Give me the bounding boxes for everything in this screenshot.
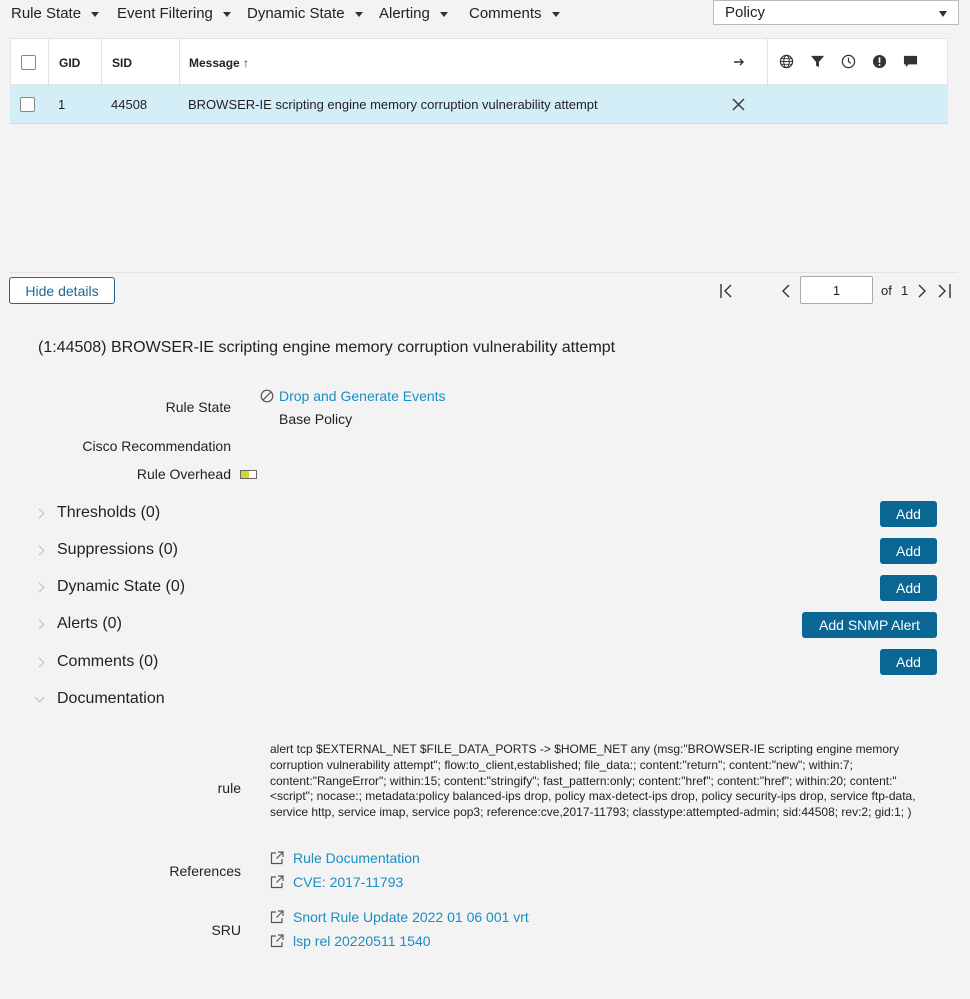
chevron-down-icon: [35, 692, 45, 702]
section-comments[interactable]: [36, 653, 158, 671]
filter-event-filtering-label: Event Filtering: [117, 5, 213, 22]
last-page-icon[interactable]: [936, 283, 952, 304]
chevron-down-icon: [552, 12, 560, 17]
column-sid[interactable]: SID: [112, 55, 133, 70]
table-row[interactable]: [10, 85, 948, 124]
sru-link-label[interactable]: Snort Rule Update 2022 01 06 001 vrt: [293, 909, 529, 925]
add-snmp-alert-button[interactable]: Add SNMP Alert: [802, 612, 937, 638]
policy-select[interactable]: [713, 0, 959, 25]
chevron-down-icon: [939, 11, 947, 17]
sru-link-label[interactable]: lsp rel 20220511 1540: [293, 933, 431, 949]
pager-total: 1: [901, 283, 909, 298]
rule-text-label: rule: [217, 780, 241, 796]
first-page-icon[interactable]: [719, 283, 735, 304]
section-documentation[interactable]: [36, 690, 165, 708]
chevron-right-icon: [35, 545, 45, 555]
chevron-down-icon: [355, 12, 363, 17]
section-dynamic-state[interactable]: [36, 578, 185, 596]
chevron-down-icon: [91, 12, 99, 17]
divider: [10, 272, 958, 273]
chevron-right-icon: [35, 657, 45, 667]
rule-text: alert tcp $EXTERNAL_NET $FILE_DATA_PORTS -> $HOME_NET any (msg:"BROWSER-IE scripting engine memory corruption vulnerability attempt"; flow:to_client,established; file_data:; content:"return"; content:"new"; within:7; content:"RangeError"; within:15; content:"stringify"; fast_pattern:only; content:"href"; content:"href"; within:20; content:"<script"; nocase:; metadata:policy balanced-ips drop, policy max-detect-ips drop, policy security-ips drop, service ftp-data, service http, service imap, service pop3; reference:cve,2017-11793; classtype:attempted-admin; sid:44508; rev:2; gid:1; ): [270, 742, 916, 820]
select-all-checkbox[interactable]: [21, 55, 36, 70]
comment-icon[interactable]: [903, 54, 918, 74]
section-suppressions[interactable]: [36, 541, 178, 559]
row-message: BROWSER-IE scripting engine memory corruption vulnerability attempt: [188, 97, 598, 112]
filter-icon[interactable]: [810, 54, 825, 74]
previous-page-icon[interactable]: [780, 283, 792, 304]
row-gid: 1: [58, 97, 66, 112]
section-suppressions-label: Suppressions (0): [57, 541, 178, 558]
column-gid[interactable]: GID: [59, 55, 81, 70]
external-link-icon: [270, 851, 293, 865]
chevron-down-icon: [440, 12, 448, 17]
alert-icon[interactable]: [872, 54, 887, 74]
section-thresholds-label: Thresholds (0): [57, 504, 161, 521]
chevron-right-icon: [35, 582, 45, 592]
section-alerts-label: Alerts (0): [57, 615, 122, 632]
rule-detail-title: (1:44508) BROWSER-IE scripting engine memory corruption vulnerability attempt: [38, 339, 616, 356]
reference-link-label[interactable]: CVE: 2017-11793: [293, 874, 404, 890]
table-header: [10, 38, 948, 85]
column-message[interactable]: Message ↑: [189, 55, 250, 70]
chevron-down-icon: [223, 12, 231, 17]
filter-rule-state-label: Rule State: [11, 5, 82, 22]
filter-alerting-label: Alerting: [379, 5, 430, 22]
next-page-icon[interactable]: [916, 283, 928, 304]
rule-state-value[interactable]: [260, 388, 446, 404]
add-dynamic-state-button[interactable]: Add: [880, 575, 937, 601]
sru-label: SRU: [211, 922, 241, 938]
references-label: References: [169, 863, 241, 879]
reference-link-rule-documentation[interactable]: [270, 850, 420, 866]
section-dynamic-state-label: Dynamic State (0): [57, 578, 186, 595]
page-number-input[interactable]: 1: [800, 276, 873, 304]
sru-link-lsp-rel[interactable]: [270, 933, 431, 949]
policy-select-value: Policy: [725, 4, 766, 21]
section-documentation-label: Documentation: [57, 690, 165, 707]
filter-dynamic-state[interactable]: [247, 5, 363, 22]
section-comments-label: Comments (0): [57, 653, 159, 670]
external-link-icon: [270, 875, 293, 889]
sru-link-snort-rule-update[interactable]: [270, 909, 529, 925]
section-alerts[interactable]: [36, 615, 122, 633]
chevron-right-icon: [35, 619, 45, 629]
row-checkbox[interactable]: [20, 97, 35, 112]
add-threshold-button[interactable]: Add: [880, 501, 937, 527]
rule-state-link[interactable]: Drop and Generate Events: [279, 388, 446, 404]
reference-link-label[interactable]: Rule Documentation: [293, 850, 420, 866]
rule-overhead-meter: [240, 470, 257, 479]
external-link-icon: [270, 910, 293, 924]
filter-alerting[interactable]: [379, 5, 448, 22]
filter-rule-state[interactable]: [11, 5, 99, 22]
filter-event-filtering[interactable]: [117, 5, 231, 22]
pager-of-label: of: [881, 283, 892, 298]
hide-details-button[interactable]: Hide details: [9, 277, 115, 304]
clock-icon[interactable]: [841, 54, 856, 74]
filter-dynamic-state-label: Dynamic State: [247, 5, 345, 22]
cisco-recommendation-label: Cisco Recommendation: [82, 438, 231, 454]
filter-comments[interactable]: [469, 5, 560, 22]
arrow-right-icon[interactable]: [733, 55, 745, 73]
external-link-icon: [270, 934, 293, 948]
rule-state-label: Rule State: [165, 399, 231, 415]
close-icon[interactable]: [732, 98, 745, 116]
section-thresholds[interactable]: [36, 504, 160, 522]
row-sid: 44508: [111, 97, 148, 112]
blocked-icon: [260, 389, 274, 403]
globe-icon[interactable]: [779, 54, 794, 74]
filter-comments-label: Comments: [469, 5, 542, 22]
rule-overhead-label: Rule Overhead: [136, 466, 231, 482]
add-comment-button[interactable]: Add: [880, 649, 937, 675]
reference-link-cve[interactable]: [270, 874, 403, 890]
rule-state-source: Base Policy: [279, 411, 353, 427]
rules-table: [10, 38, 948, 124]
chevron-right-icon: [35, 508, 45, 518]
add-suppression-button[interactable]: Add: [880, 538, 937, 564]
